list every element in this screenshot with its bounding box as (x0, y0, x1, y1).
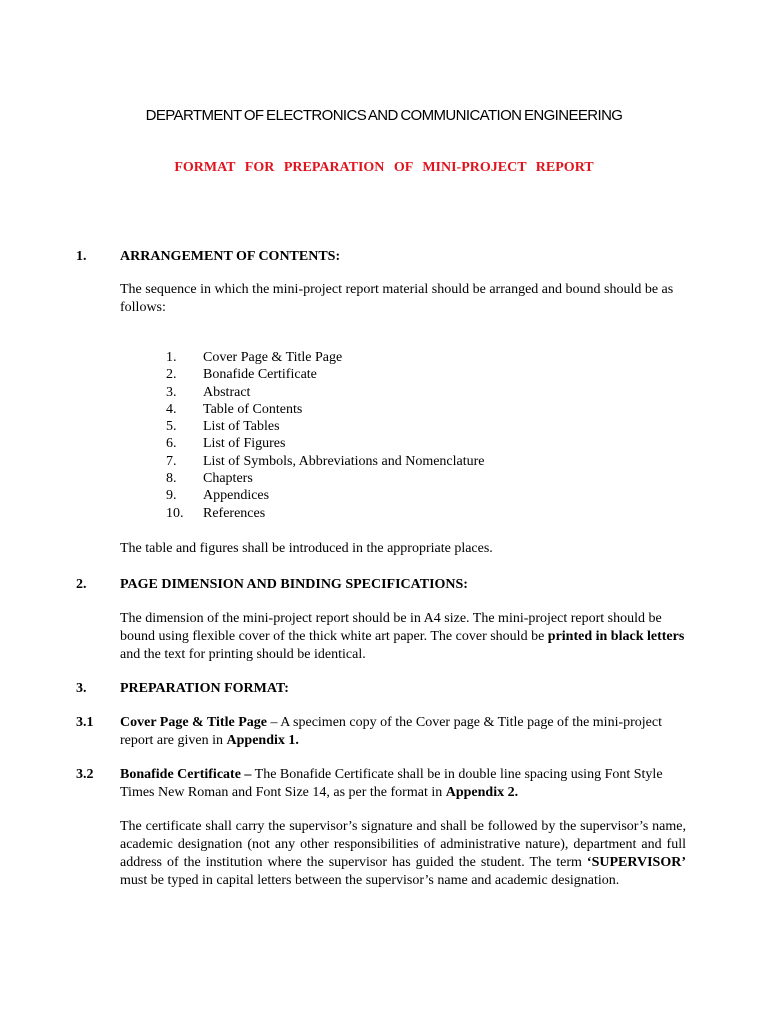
list-item (166, 487, 485, 504)
certificate-text-a: The certificate shall carry the supervisor’s signature and shall be followed by the supervisor’s name, academic designation (not any other responsibilities of administrative nature), department and full address of the institution where the supervisor has guided the student. The term (120, 819, 686, 870)
list-item-text: Appendices (203, 488, 270, 504)
section-1-number: 1. (76, 249, 87, 264)
list-item-text: References (203, 505, 266, 521)
section-3-1-appendix: Appendix 1. (226, 733, 299, 748)
list-item-number: 8. (166, 471, 177, 487)
section-3-2-paragraph (120, 766, 686, 802)
list-item-number: 2. (166, 367, 177, 383)
section-2-text-b: and the text for printing should be identical. (120, 647, 366, 662)
list-item-text: Bonafide Certificate (203, 367, 317, 383)
section-2-bold-text: printed in black letters (547, 629, 685, 644)
list-item (166, 418, 485, 435)
section-3-2-lead: Bonafide Certificate – (120, 767, 252, 782)
list-item-number: 7. (166, 453, 177, 469)
section-3-heading: PREPARATION FORMAT: (120, 681, 289, 696)
list-item-text: List of Figures (203, 436, 286, 452)
certificate-paragraph (120, 818, 686, 890)
section-3-2-number: 3.2 (76, 767, 94, 782)
department-heading: DEPARTMENT OF ELECTRONICS AND COMMUNICATION ENGINEERING (145, 107, 623, 124)
list-item-text: List of Symbols, Abbreviations and Nomenclature (203, 453, 485, 469)
section-3-1-paragraph (120, 714, 680, 750)
list-item (166, 349, 485, 366)
list-item-number: 1. (166, 350, 177, 365)
certificate-text-b: must be typed in capital letters between the supervisor’s name and academic designation. (120, 873, 620, 888)
list-item-number: 3. (166, 384, 177, 400)
list-item-number: 9. (166, 488, 177, 504)
section-1-intro: The sequence in which the mini-project report material should be arranged and bound should be as follows: (120, 282, 674, 315)
section-2-text-a: The dimension of the mini-project report should be in A4 size. The mini-project report should be bound using flexible cover of the thick white art paper. The cover should be (120, 611, 662, 644)
list-item-number: 4. (166, 401, 177, 417)
list-item-text: List of Tables (203, 419, 280, 435)
list-item-text: Table of Contents (203, 401, 303, 417)
list-item-number: 10. (166, 505, 184, 521)
section-3-2-appendix: Appendix 2. (445, 785, 519, 800)
format-title: FORMAT FOR PREPARATION OF MINI-PROJECT REPORT (174, 160, 594, 175)
section-1-note: The table and figures shall be introduced in the appropriate places. (120, 541, 493, 556)
list-item (166, 384, 485, 401)
list-item (166, 435, 485, 452)
section-3-1-text: – A specimen copy of the Cover page & Title page of the mini-project report are given in (120, 715, 662, 748)
section-2-heading: PAGE DIMENSION AND BINDING SPECIFICATIONS: (120, 577, 468, 592)
list-item-text: Cover Page & Title Page (203, 350, 343, 365)
list-item (166, 401, 485, 418)
section-2-number: 2. (76, 577, 87, 592)
list-item-text: Chapters (203, 471, 253, 487)
section-3-1-number: 3.1 (76, 715, 94, 730)
section-2-paragraph (120, 610, 686, 664)
section-3-1-lead: Cover Page & Title Page (120, 715, 267, 730)
list-item-text: Abstract (203, 384, 251, 400)
list-item (166, 453, 485, 470)
list-item-number: 6. (166, 436, 177, 452)
section-3-2-text: The Bonafide Certificate shall be in double line spacing using Font Style Times New Roman and Font Size 14, as per the format in (120, 767, 663, 800)
list-item (166, 505, 485, 522)
supervisor-term: ‘SUPERVISOR’ (586, 855, 686, 870)
list-item (166, 470, 485, 487)
section-3-number: 3. (76, 681, 87, 696)
contents-list (166, 349, 485, 522)
list-item-number: 5. (166, 419, 177, 435)
list-item (166, 366, 485, 383)
section-1-heading: ARRANGEMENT OF CONTENTS: (120, 249, 341, 264)
